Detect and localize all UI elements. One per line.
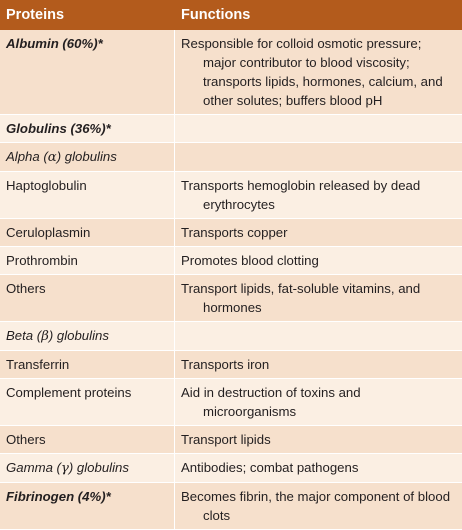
table-header	[0, 0, 462, 30]
table-row	[0, 426, 462, 454]
greek-letter: β	[41, 329, 49, 344]
table-row	[0, 115, 462, 143]
table-row	[0, 172, 462, 219]
function-cell	[175, 219, 462, 246]
function-cell	[175, 454, 462, 482]
function-text: Promotes blood clotting	[181, 253, 319, 268]
function-cell	[175, 172, 462, 218]
protein-cell: Others	[0, 426, 175, 453]
function-cell	[175, 351, 462, 378]
function-text: Becomes fibrin, the major component of blood clots	[181, 489, 451, 523]
table-row	[0, 275, 462, 322]
table-row	[0, 351, 462, 379]
function-cell	[175, 30, 462, 114]
protein-cell: Ceruloplasmin	[0, 219, 175, 246]
protein-cell: Prothrombin	[0, 247, 175, 274]
protein-label-pre: Beta (	[6, 328, 42, 343]
function-cell	[175, 143, 462, 171]
header-functions: Functions	[181, 7, 251, 23]
table-row	[0, 247, 462, 275]
table-body	[0, 30, 462, 530]
protein-cell: Transferrin	[0, 351, 175, 378]
function-text: Transports copper	[181, 225, 288, 240]
function-cell	[175, 426, 462, 453]
protein-label-post: ) globulins	[56, 149, 117, 164]
protein-cell	[0, 143, 175, 171]
function-cell	[175, 247, 462, 274]
function-text: Transports hemoglobin released by dead erythrocytes	[181, 178, 421, 212]
protein-label-pre: Alpha (	[6, 149, 48, 164]
function-cell	[175, 483, 462, 529]
table-row	[0, 322, 462, 351]
table-row	[0, 30, 462, 115]
function-text: Responsible for colloid osmotic pressure; major contributor to blood viscosity; transports lipids, hormones, calcium, and other solutes; buffers blood pH	[181, 36, 443, 108]
function-text: Antibodies; combat pathogens	[181, 460, 359, 475]
function-text: Transport lipids	[181, 432, 271, 447]
function-text: Aid in destruction of toxins and microorganisms	[181, 385, 361, 419]
greek-letter: γ	[60, 461, 69, 476]
protein-label-pre: Gamma (	[6, 460, 61, 475]
table-row	[0, 143, 462, 172]
function-text: Transport lipids, fat-soluble vitamins, and hormones	[181, 281, 421, 315]
protein-cell: Globulins (36%)*	[0, 115, 175, 142]
function-cell	[175, 322, 462, 350]
table-row	[0, 219, 462, 247]
table-row	[0, 379, 462, 426]
function-cell	[175, 115, 462, 142]
protein-cell: Fibrinogen (4%)*	[0, 483, 175, 529]
table-row	[0, 454, 462, 483]
protein-label-post: ) globulins	[48, 328, 109, 343]
greek-letter: α	[47, 150, 57, 165]
protein-label-post: ) globulins	[68, 460, 129, 475]
protein-cell: Others	[0, 275, 175, 321]
protein-cell	[0, 454, 175, 482]
header-proteins: Proteins	[6, 7, 65, 23]
protein-cell: Albumin (60%)*	[0, 30, 175, 114]
table-row	[0, 483, 462, 530]
protein-cell	[0, 322, 175, 350]
function-cell	[175, 379, 462, 425]
function-text: Transports iron	[181, 357, 270, 372]
protein-cell: Haptoglobulin	[0, 172, 175, 218]
protein-cell: Complement proteins	[0, 379, 175, 425]
function-cell	[175, 275, 462, 321]
